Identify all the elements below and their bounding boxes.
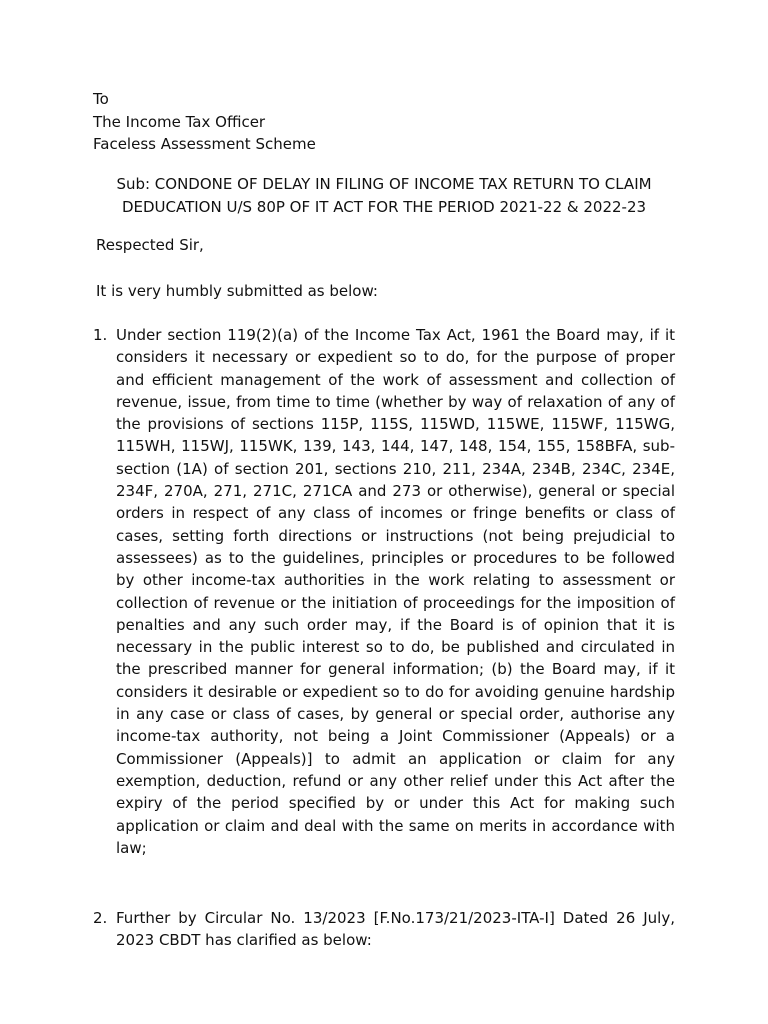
list-item-text: Further by Circular No. 13/2023 [F.No.173/21/2023-ITA-I] Dated 26 July, 2023 CBDT has clarified as below: <box>116 909 675 950</box>
subject-line-2: DEDUCATION U/S 80P OF IT ACT FOR THE PERIOD 2021-22 & 2022-23 <box>121 197 647 216</box>
list-item <box>93 324 675 859</box>
scheme-name: Faceless Assessment Scheme <box>93 135 316 153</box>
address-block <box>93 88 316 156</box>
salutation: Respected Sir, <box>96 236 204 254</box>
list-item-number: 1. <box>93 326 108 344</box>
list-item-text: Under section 119(2)(a) of the Income Tax Act, 1961 the Board may, if it considers it necessary or expedient so to do, for the purpose of proper and efficient management of the work of assessment and collection of revenue, issue, from time to time (whether by way of relaxation of any of the provisions of sections 115P, 115S, 115WD, 115WE, 115WF, 115WG, 115WH, 115WJ, 115WK, 139, 143, 144, 147, 148, 154, 155, 158BFA, sub-section (1A) of section 201, sections 210, 211, 234A, 234B, 234C, 234E, 234F, 270A, 271, 271C, 271CA and 273 or otherwise), general or special orders in respect of any class of incomes or fringe benefits or class of cases, setting forth directions or instructions (not being prejudicial to assessees) as to the guidelines, principles or procedures to be followed by other income-tax authorities in the work relating to assessment or collection of revenue or the initiation of proceedings for the imposition of penalties and any such order may, if the Board is of opinion that it is necessary in the public interest so to do, be published and circulated in the prescribed manner for general information; (b) the Board may, if it considers it desirable or expedient so to do for avoiding genuine hardship in any case or class of cases, by general or special order, authorise any income-tax authority, not being a Joint Commissioner (Appeals) or a Commissioner (Appeals)] to admit an application or claim for any exemption, deduction, refund or any other relief under this Act after the expiry of the period specified by or under this Act for making such application or claim and deal with the same on merits in accordance with law; <box>116 326 675 857</box>
to-line: To <box>93 90 109 108</box>
list-item-number: 2. <box>93 909 108 927</box>
intro-text: It is very humbly submitted as below: <box>96 282 378 300</box>
subject-line-1: Sub: CONDONE OF DELAY IN FILING OF INCOME TAX RETURN TO CLAIM <box>116 175 652 193</box>
subject-block <box>93 173 675 218</box>
list-item <box>93 907 675 952</box>
addressee: The Income Tax Officer <box>93 112 266 131</box>
